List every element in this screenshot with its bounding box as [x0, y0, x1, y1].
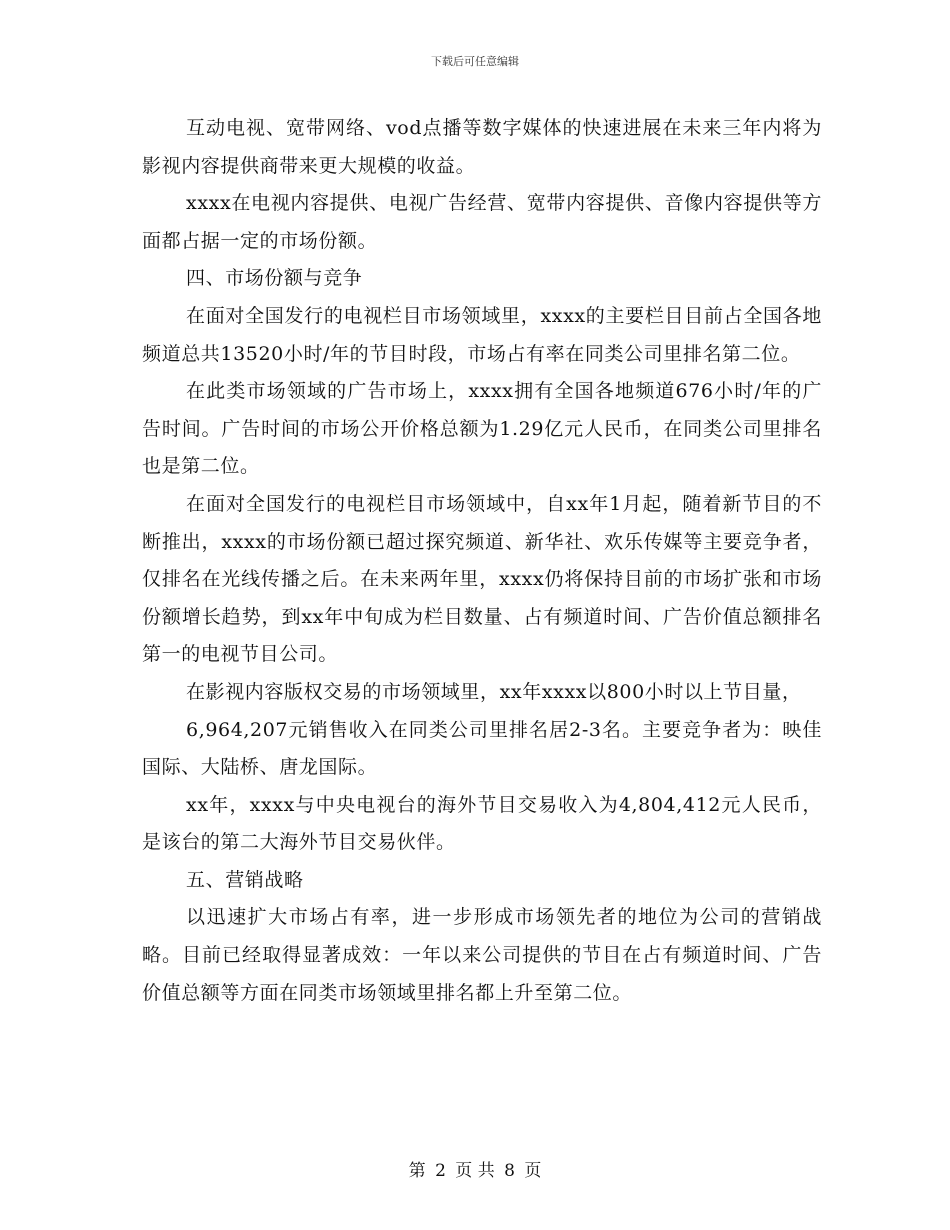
footer-suffix: 页 [524, 1161, 542, 1181]
paragraph-competition-trend: 在面对全国发行的电视栏目市场领域中，自xx年1月起，随着新节目的不断推出，xxxx的市场份额已超过探究频道、新华社、欢乐传媒等主要竞争者，仅排名在光线传播之后。在未来两年里，xxxx仍将保持目前的市场扩张和市场份额增长趋势，到xx年中旬成为栏目数量、占有频道时间、广告价值总额排名第一的电视节目公司。 [142, 492, 822, 666]
footer-middle: 页 共 [455, 1161, 495, 1181]
paragraph-sales-revenue: 6,964,207元销售收入在同类公司里排名居2-3名。主要竞争者为：映佳国际、大陆桥、唐龙国际。 [142, 718, 822, 779]
paragraph-advertising-market: 在此类市场领域的广告市场上，xxxx拥有全国各地频道676小时/年的广告时间。广告时间的市场公开价格总额为1.29亿元人民币，在同类公司里排名也是第二位。 [142, 380, 822, 478]
footer-prefix: 第 [408, 1161, 426, 1181]
section-heading-market-competition: 四、市场份额与竞争 [186, 267, 363, 290]
paragraph-tv-program-market: 在面对全国发行的电视栏目市场领域里，xxxx的主要栏目目前占全国各地频道总共13520小时/年的节目时段，市场占有率在同类公司里排名第二位。 [142, 304, 822, 365]
section-heading-marketing-strategy: 五、营销战略 [186, 868, 304, 891]
current-page-number: 2 [435, 1161, 446, 1181]
paragraph-cctv-overseas: xx年，xxxx与中央电视台的海外节目交易收入为4,804,412元人民币，是该台的第二大海外节目交易伙伴。 [142, 793, 822, 854]
page-header-note: 下载后可任意编辑 [431, 55, 519, 68]
paragraph-copyright-trade: 在影视内容版权交易的市场领域里，xx年xxxx以800小时以上节目量， [186, 680, 802, 703]
paragraph-digital-media: 互动电视、宽带网络、vod点播等数字媒体的快速进展在未来三年内将为影视内容提供商带来更大规模的收益。 [142, 117, 822, 177]
paragraph-market-share-areas: xxxx在电视内容提供、电视广告经营、宽带内容提供、音像内容提供等方面都占据一定的市场份额。 [142, 192, 822, 252]
paragraph-marketing-strategy: 以迅速扩大市场占有率，进一步形成市场领先者的地位为公司的营销战略。目前已经取得显著成效：一年以来公司提供的节目在占有频道时间、广告价值总额等方面在同类市场领域里排名都上升至第二位。 [142, 906, 822, 1004]
page-footer [0, 1156, 950, 1181]
document-body [142, 110, 822, 1012]
total-page-count: 8 [504, 1161, 515, 1181]
